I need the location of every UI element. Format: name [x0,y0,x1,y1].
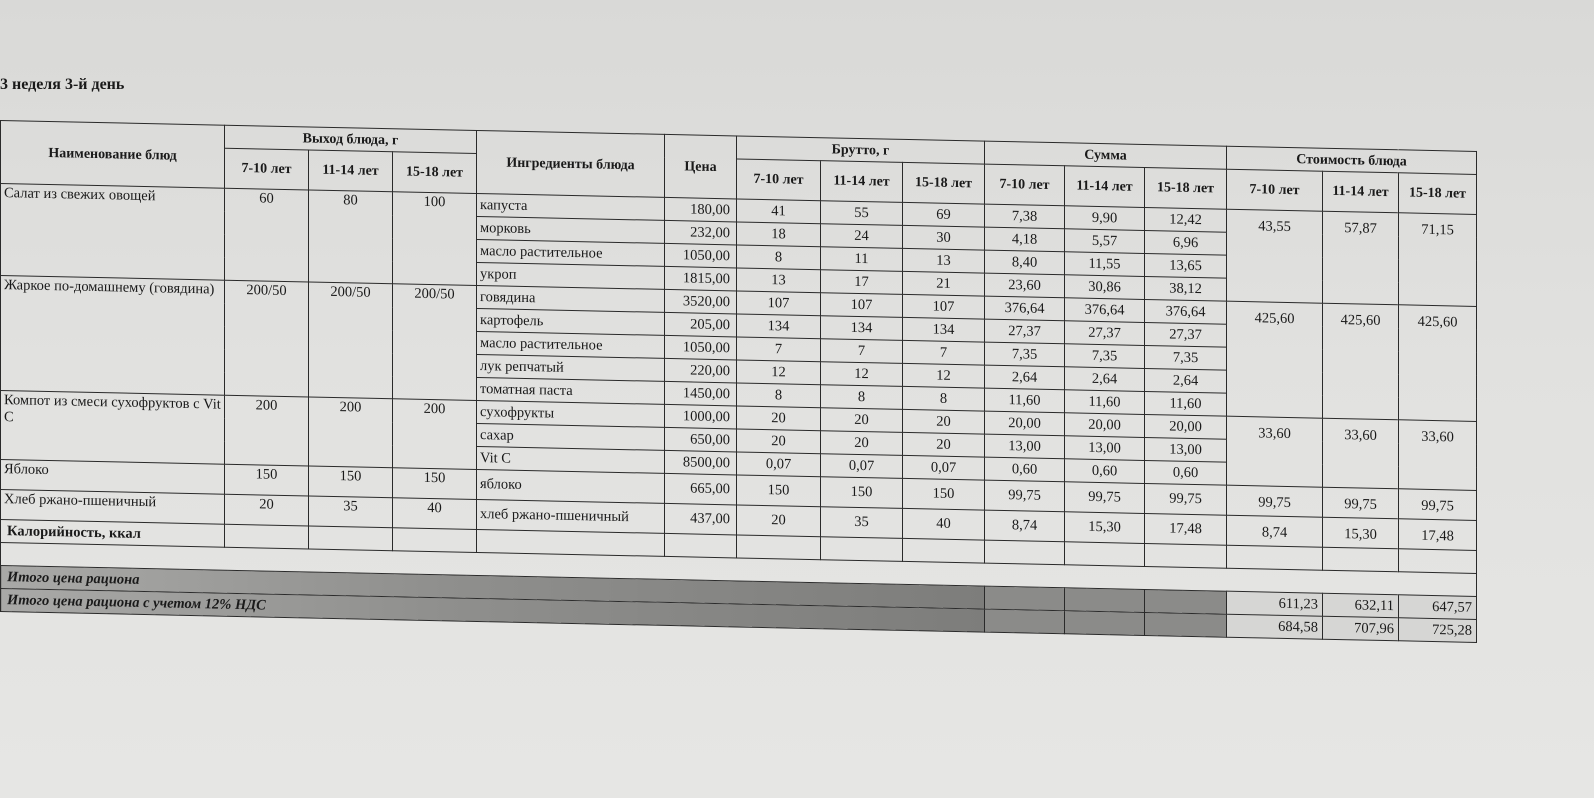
ingredient-sum: 30,86 [1065,275,1145,300]
ingredient-gross: 107 [737,291,821,316]
header-age-group: 15-18 лет [393,152,477,193]
ingredient-sum: 23,60 [985,273,1065,298]
ingredient-name: масло растительное [477,239,665,266]
calories-cell [821,537,903,562]
calories-cell [1323,547,1399,572]
menu-table [0,120,1477,643]
ingredient-price: 3520,00 [665,289,737,314]
dish-cost: 33,60 [1227,416,1323,487]
header-age-group: 7-10 лет [985,164,1065,205]
ingredient-gross: 12 [821,362,903,387]
calories-cell [309,526,393,551]
total-value: 611,23 [1227,591,1323,616]
ingredient-sum: 20,00 [1065,413,1145,438]
ingredient-gross: 24 [821,224,903,249]
dish-name: Салат из свежих овощей [1,184,225,281]
dish-cost: 71,15 [1399,213,1477,307]
ingredient-sum: 99,75 [1065,482,1145,514]
ingredient-gross: 20 [903,409,985,434]
total-value: 707,96 [1323,616,1399,641]
dish-output: 200/50 [225,280,309,397]
calories-cell [225,524,309,549]
dish-cost: 43,55 [1227,209,1323,303]
ingredient-sum: 13,65 [1145,253,1227,278]
header-dish-name: Наименование блюд [1,121,225,189]
ingredient-gross: 150 [903,478,985,510]
ingredient-gross: 20 [737,429,821,454]
table-body [1,184,1477,643]
ingredient-gross: 18 [737,222,821,247]
ingredient-sum: 99,75 [1145,483,1227,515]
dish-output: 60 [225,188,309,282]
ingredient-gross: 35 [821,507,903,539]
ingredient-name: яблоко [477,469,665,503]
header-sum: Сумма [985,141,1227,169]
dish-cost: 425,60 [1227,301,1323,418]
ingredient-name: укроп [477,262,665,289]
ingredient-gross: 0,07 [903,455,985,480]
total-label: Итого цена рациона [1,566,985,610]
dish-cost: 57,87 [1323,211,1399,305]
ingredient-price: 180,00 [665,197,737,222]
ingredient-gross: 7 [903,340,985,365]
calories-cell [665,533,737,558]
ingredient-gross: 20 [737,406,821,431]
ingredient-sum: 5,57 [1065,229,1145,254]
ingredient-sum: 6,96 [1145,230,1227,255]
ingredient-price: 1050,00 [665,335,737,360]
ingredient-name: томатная паста [477,377,665,404]
ingredient-gross: 20 [903,432,985,457]
ingredient-sum: 0,60 [1145,460,1227,485]
total-blank [1065,611,1145,636]
ingredient-gross: 20 [821,408,903,433]
ingredient-sum: 7,35 [985,342,1065,367]
ingredient-gross: 107 [903,294,985,319]
ingredient-sum: 38,12 [1145,276,1227,301]
dish-output: 200/50 [309,282,393,399]
ingredient-gross: 30 [903,225,985,250]
ingredient-price: 1450,00 [665,381,737,406]
header-age-group: 7-10 лет [737,159,821,200]
ingredient-gross: 55 [821,201,903,226]
total-value: 632,11 [1323,593,1399,618]
calories-label: Калорийность, ккал [1,520,225,548]
dish-output: 200 [393,399,477,470]
ingredient-sum: 11,60 [1065,390,1145,415]
ingredient-gross: 8 [903,386,985,411]
dish-name: Компот из смеси сухофруктов с Vit C [1,391,225,465]
dish-cost: 33,60 [1323,418,1399,489]
total-blank [1145,612,1227,637]
ingredient-price: 650,00 [665,427,737,452]
calories-cell [393,528,477,553]
ingredient-gross: 12 [903,363,985,388]
header-gross: Брутто, г [737,136,985,165]
total-value: 647,57 [1399,595,1477,620]
dish-cost: 99,75 [1399,489,1477,521]
ingredient-gross: 40 [903,508,985,540]
ingredient-price: 437,00 [665,503,737,535]
ingredient-sum: 376,64 [1065,298,1145,323]
ingredient-gross: 21 [903,271,985,296]
total-blank [1145,589,1227,614]
document-title: 3 неделя 3-й день [0,76,125,93]
header-age-group: 11-14 лет [1065,166,1145,207]
dish-output: 200/50 [393,284,477,401]
ingredient-sum: 2,64 [1065,367,1145,392]
dish-output: 80 [309,190,393,284]
dish-cost: 99,75 [1227,485,1323,517]
ingredient-sum: 17,48 [1145,513,1227,545]
header-price: Цена [665,134,737,199]
ingredient-sum: 27,37 [1065,321,1145,346]
calories-cell [903,538,985,563]
ingredient-gross: 0,07 [821,454,903,479]
ingredient-price: 220,00 [665,358,737,383]
ingredient-sum: 20,00 [985,411,1065,436]
ingredient-sum: 11,55 [1065,252,1145,277]
ingredient-price: 232,00 [665,220,737,245]
dish-cost: 99,75 [1323,487,1399,519]
calories-cell [1399,549,1477,574]
calories-cell [1227,545,1323,570]
total-blank [985,609,1065,634]
ingredient-gross: 150 [737,475,821,507]
ingredient-sum: 8,74 [985,510,1065,542]
dish-output: 20 [225,494,309,526]
ingredient-sum: 15,30 [1065,512,1145,544]
ingredient-sum: 0,60 [985,457,1065,482]
total-value: 725,28 [1399,618,1477,643]
header-age-group: 7-10 лет [1227,170,1323,212]
ingredient-gross: 13 [903,248,985,273]
ingredient-gross: 41 [737,199,821,224]
ingredient-gross: 11 [821,247,903,272]
ingredient-sum: 27,37 [1145,322,1227,347]
ingredient-price: 8500,00 [665,450,737,475]
ingredient-sum: 7,35 [1145,345,1227,370]
dish-output: 150 [225,464,309,496]
ingredient-sum: 376,64 [1145,299,1227,324]
header-age-group: 11-14 лет [309,150,393,191]
calories-cell [1065,542,1145,567]
ingredient-sum: 2,64 [1145,368,1227,393]
dish-cost: 17,48 [1399,519,1477,551]
total-blank [1065,588,1145,613]
ingredient-price: 1000,00 [665,404,737,429]
ingredient-gross: 20 [737,505,821,537]
ingredient-sum: 13,00 [1145,437,1227,462]
ingredient-sum: 20,00 [1145,414,1227,439]
total-label: Итого цена рациона с учетом 12% НДС [1,589,985,633]
ingredient-sum: 9,90 [1065,206,1145,231]
ingredient-name: масло растительное [477,331,665,358]
dish-output: 200 [225,395,309,466]
dish-cost: 425,60 [1399,305,1477,422]
ingredient-name: сухофрукты [477,400,665,427]
dish-output: 150 [309,466,393,498]
calories-cell [1145,543,1227,568]
ingredient-name: хлеб ржано-пшеничный [477,499,665,533]
ingredient-name: говядина [477,285,665,312]
ingredient-sum: 7,35 [1065,344,1145,369]
dish-cost: 8,74 [1227,515,1323,547]
dish-cost: 425,60 [1323,303,1399,420]
calories-cell [985,540,1065,565]
ingredient-sum: 2,64 [985,365,1065,390]
ingredient-sum: 11,60 [985,388,1065,413]
ingredient-gross: 134 [737,314,821,339]
header-output: Выход блюда, г [225,125,477,154]
ingredient-sum: 8,40 [985,250,1065,275]
ingredient-sum: 7,38 [985,204,1065,229]
dish-name: Яблоко [1,460,225,495]
ingredient-sum: 0,60 [1065,459,1145,484]
total-blank [985,586,1065,611]
ingredient-gross: 12 [737,360,821,385]
header-dish-cost: Стоимость блюда [1227,146,1477,175]
calories-cell [737,535,821,560]
dish-output: 100 [393,192,477,286]
ingredient-gross: 7 [821,339,903,364]
ingredient-gross: 8 [737,245,821,270]
ingredient-gross: 13 [737,268,821,293]
ingredient-price: 665,00 [665,473,737,505]
dish-cost: 33,60 [1399,420,1477,491]
dish-output: 200 [309,397,393,468]
ingredient-gross: 7 [737,337,821,362]
dish-output: 150 [393,468,477,500]
ingredient-name: капуста [477,193,665,220]
dish-name: Хлеб ржано-пшеничный [1,490,225,525]
dish-cost: 15,30 [1323,517,1399,549]
dish-name: Жаркое по-домашнему (говядина) [1,276,225,396]
ingredient-gross: 8 [737,383,821,408]
ingredient-gross: 134 [903,317,985,342]
header-age-group: 15-18 лет [1399,173,1477,214]
ingredient-sum: 13,00 [985,434,1065,459]
dish-output: 40 [393,498,477,530]
total-value: 684,58 [1227,614,1323,639]
header-age-group: 15-18 лет [1145,168,1227,209]
ingredient-gross: 8 [821,385,903,410]
ingredient-price: 205,00 [665,312,737,337]
ingredient-gross: 107 [821,293,903,318]
ingredient-price: 1050,00 [665,243,737,268]
ingredient-sum: 13,00 [1065,436,1145,461]
ingredient-gross: 17 [821,270,903,295]
ingredient-price: 1815,00 [665,266,737,291]
ingredient-gross: 20 [821,431,903,456]
ingredient-sum: 12,42 [1145,207,1227,232]
dish-output: 35 [309,496,393,528]
ingredient-gross: 69 [903,202,985,227]
header-age-group: 15-18 лет [903,163,985,204]
menu-sheet [0,120,1477,643]
ingredient-name: лук репчатый [477,354,665,381]
header-ingredients: Ингредиенты блюда [477,130,665,197]
header-age-group: 7-10 лет [225,149,309,190]
ingredient-name: морковь [477,216,665,243]
header-age-group: 11-14 лет [821,161,903,202]
ingredient-name: Vit C [477,446,665,473]
ingredient-sum: 376,64 [985,296,1065,321]
ingredient-sum: 4,18 [985,227,1065,252]
ingredient-name: сахар [477,423,665,450]
ingredient-gross: 0,07 [737,452,821,477]
ingredient-gross: 150 [821,477,903,509]
ingredient-sum: 99,75 [985,480,1065,512]
header-age-group: 11-14 лет [1323,172,1399,213]
ingredient-gross: 134 [821,316,903,341]
ingredient-sum: 27,37 [985,319,1065,344]
ingredient-sum: 11,60 [1145,391,1227,416]
ingredient-name: картофель [477,308,665,335]
